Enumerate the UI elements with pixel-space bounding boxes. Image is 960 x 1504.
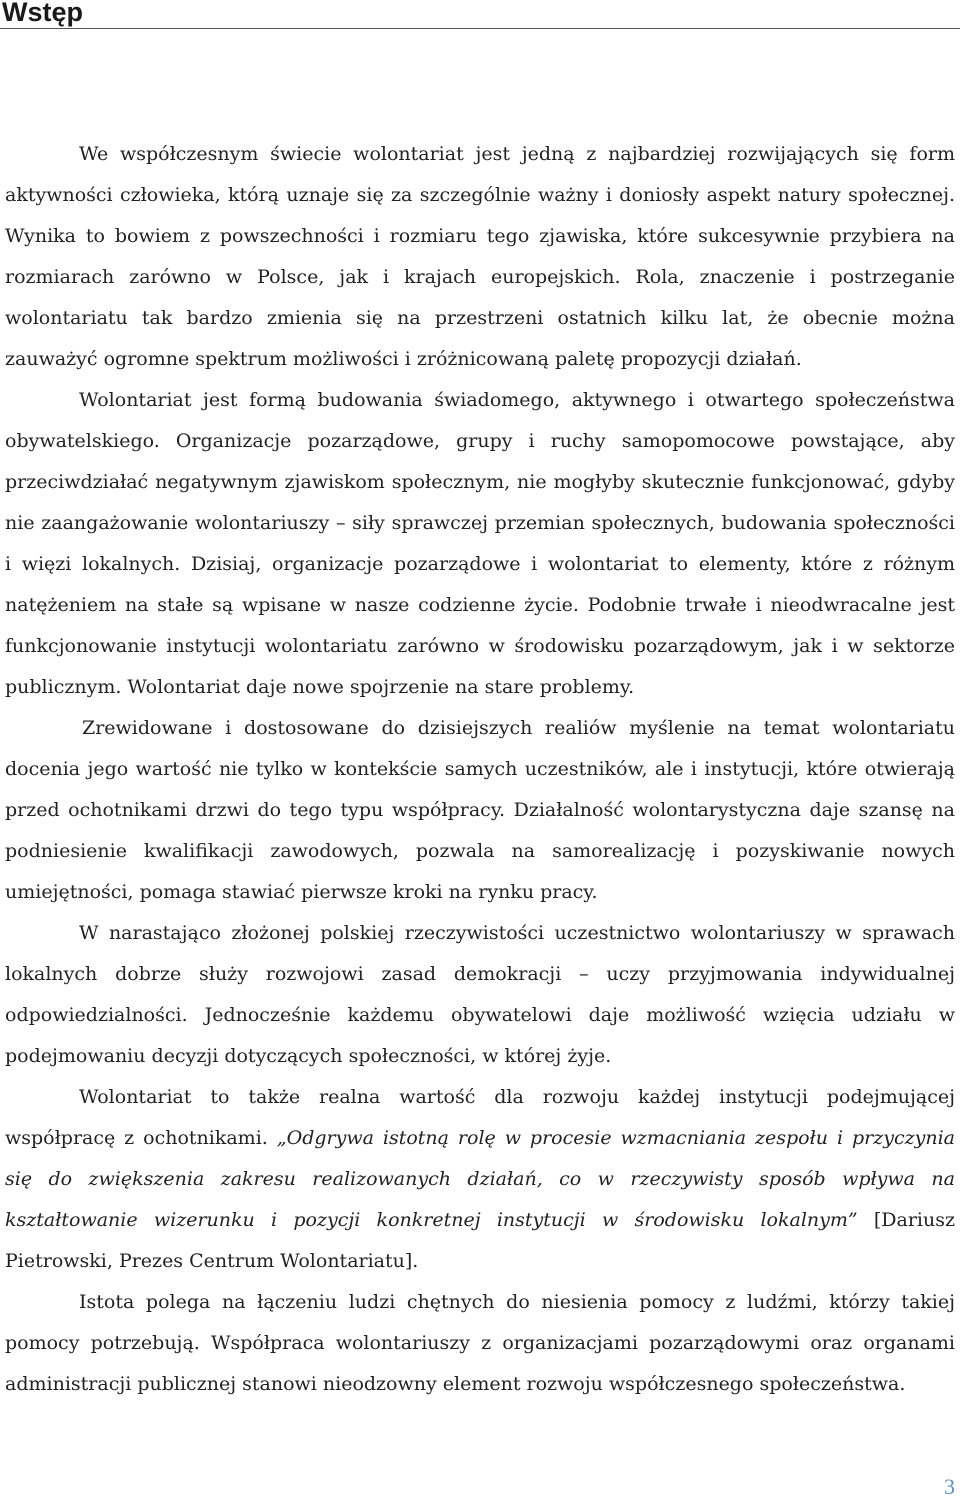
- body-paragraph: [5, 134, 955, 380]
- body-paragraph: [5, 913, 955, 1077]
- chapter-title: Wstęp: [2, 0, 83, 27]
- document-body: [5, 134, 955, 1405]
- body-paragraph: [5, 1077, 955, 1282]
- paragraph-text: We współczesnym świecie wolontariat jest jedną z najbardziej rozwijających się form aktywności człowieka, którą uznaje się za szczególnie ważny i doniosły aspekt natury społecznej. Wynika to bowiem z powszechności i rozmiaru tego zjawiska, które sukcesywnie przybiera na rozmiarach zarówno w Polsce, jak i krajach europejskich. Rola, znaczenie i postrzeganie wolontariatu tak bardzo zmienia się na przestrzeni ostatnich kilku lat, że obecnie można zauważyć ogromne spektrum możliwości i zróżnicowaną paletę propozycji działań.: [5, 143, 955, 370]
- body-paragraph: [5, 708, 955, 913]
- paragraph-text: Wolontariat jest formą budowania świadomego, aktywnego i otwartego społeczeństwa obywatelskiego. Organizacje pozarządowe, grupy i ruchy samopomocowe powstające, aby przeciwdziałać negatywnym zjawiskom społecznym, nie mogłyby skutecznie funkcjonować, gdyby nie zaangażowanie wolontariuszy – siły sprawczej przemian społecznych, budowania społeczności i więzi lokalnych. Dzisiaj, organizacje pozarządowe i wolontariat to elementy, które z różnym natężeniem na stałe są wpisane w nasze codzienne życie. Podobnie trwałe i nieodwracalne jest funkcjonowanie instytucji wolontariatu zarówno w środowisku pozarządowym, jak i w sektorze publicznym. Wolontariat daje nowe spojrzenie na stare problemy.: [5, 389, 955, 698]
- paragraph-text: W narastająco złożonej polskiej rzeczywistości uczestnictwo wolontariuszy w sprawach lokalnych dobrze służy rozwojowi zasad demokracji – uczy przyjmowania indywidualnej odpowiedzialności. Jednocześnie każdemu obywatelowi daje możliwość wzięcia udziału w podejmowaniu decyzji dotyczących społeczności, w której żyje.: [5, 922, 955, 1067]
- paragraph-text: Wolontariat to także realna wartość dla rozwoju każdej instytucji podejmującej współpracę z ochotnikami.: [5, 1086, 955, 1149]
- body-paragraph: [5, 1282, 955, 1405]
- paragraph-text: Zrewidowane i dostosowane do dzisiejszych realiów myślenie na temat wolontariatu docenia jego wartość nie tylko w kontekście samych uczestników, ale i instytucji, które otwierają przed ochotnikami drzwi do tego typu współpracy. Działalność wolontarystyczna daje szansę na podniesienie kwalifikacji zawodowych, pozwala na samorealizację i pozyskiwanie nowych umiejętności, pomaga stawiać pierwsze kroki na rynku pracy.: [5, 717, 955, 903]
- body-paragraph: [5, 380, 955, 708]
- quotation-text: „Odgrywa istotną rolę w procesie wzmacniania zespołu i przyczynia się do zwiększenia zakresu realizowanych działań, co w rzeczywisty sposób wpływa na kształtowanie wizerunku i pozycji konkretnej instytucji w środowisku lokalnym”: [5, 1127, 956, 1231]
- page-number: 3: [944, 1474, 955, 1499]
- chapter-heading: [0, 0, 960, 29]
- paragraph-text: Istota polega na łączeniu ludzi chętnych do niesienia pomocy z ludźmi, którzy takiej pomocy potrzebują. Współpraca wolontariuszy z organizacjami pozarządowymi oraz organami administracji publicznej stanowi nieodzowny element rozwoju współczesnego społeczeństwa.: [5, 1291, 955, 1395]
- paragraph-text: [Dariusz Pietrowski, Prezes Centrum Wolontariatu].: [5, 1209, 955, 1272]
